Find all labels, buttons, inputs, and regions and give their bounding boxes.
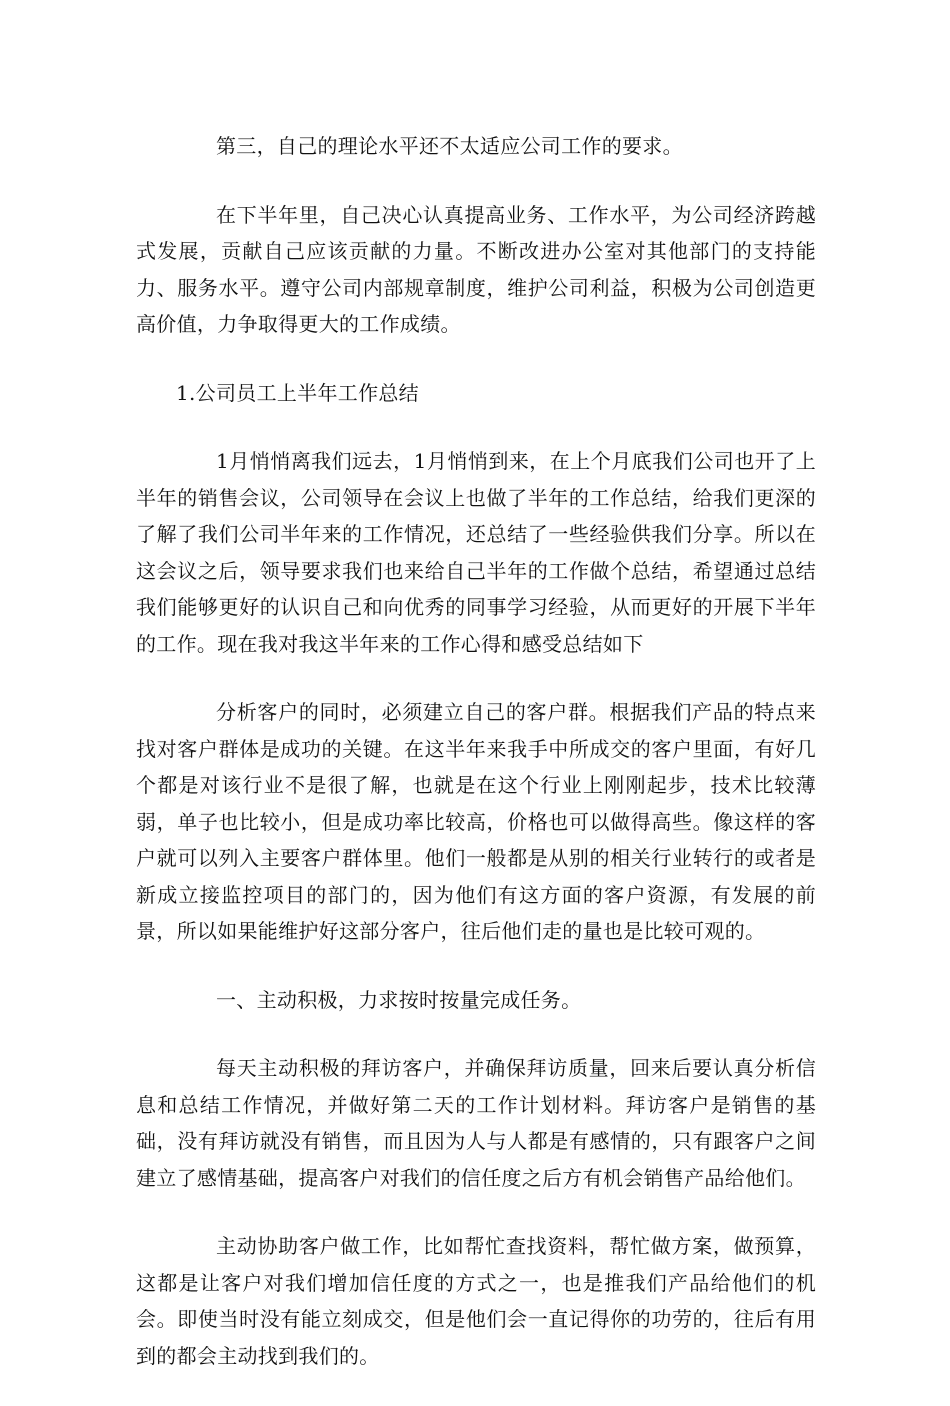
paragraph-second-half-plan: 在下半年里，自己决心认真提高业务、工作水平，为公司经济跨越式发展，贡献自己应该贡献的力量。不断改进办公室对其他部门的支持能力、服务水平。遵守公司内部规章制度，维护公司利益，积极为公司创造更高价值，力争取得更大的工作成绩。 (136, 202, 816, 336)
document-page (136, 128, 816, 1406)
paragraph-customer-visits: 每天主动积极的拜访客户，并确保拜访质量，回来后要认真分析信息和总结工作情况，并做好第二天的工作计划材料。拜访客户是销售的基础，没有拜访就没有销售，而且因为人与人都是有感情的，只有跟客户之间建立了感情基础，提高客户对我们的信任度之后方有机会销售产品给他们。 (136, 1056, 816, 1190)
subheading-proactive: 一、主动积极，力求按时按量完成任务。 (216, 987, 582, 1012)
paragraph-assist-customers: 主动协助客户做工作，比如帮忙查找资料，帮忙做方案，做预算，这都是让客户对我们增加信任度的方式之一，也是推我们产品给他们的机会。即使当时没有能立刻成交，但是他们会一直记得你的功劳的，往后有用到的都会主动找到我们的。 (136, 1234, 816, 1368)
paragraph-customer-group: 分析客户的同时，必须建立自己的客户群。根据我们产品的特点来找对客户群体是成功的关键。在这半年来我手中所成交的客户里面，有好几个都是对该行业不是很了解，也就是在这个行业上刚刚起步，技术比较薄弱，单子也比较小，但是成功率比较高，价格也可以做得高些。像这样的客户就可以列入主要客户群体里。他们一般都是从别的相关行业转行的或者是新成立接监控项目的部门的，因为他们有这方面的客户资源，有发展的前景，所以如果能维护好这部分客户，往后他们走的量也是比较可观的。 (136, 700, 816, 943)
section-heading-summary: 1.公司员工上半年工作总结 (176, 380, 419, 405)
paragraph-theory-level: 第三，自己的理论水平还不太适应公司工作的要求。 (216, 134, 683, 158)
paragraph-sales-meeting: 1月悄悄离我们远去，1月悄悄到来，在上个月底我们公司也开了上半年的销售会议，公司领导在会议上也做了半年的工作总结，给我们更深的了解了我们公司半年来的工作情况，还总结了一些经验供我们分享。所以在这会议之后，领导要求我们也来给自己半年的工作做个总结，希望通过总结我们能够更好的认识自己和向优秀的同事学习经验，从而更好的开展下半年的工作。现在我对我这半年来的工作心得和感受总结如下 (136, 449, 816, 656)
